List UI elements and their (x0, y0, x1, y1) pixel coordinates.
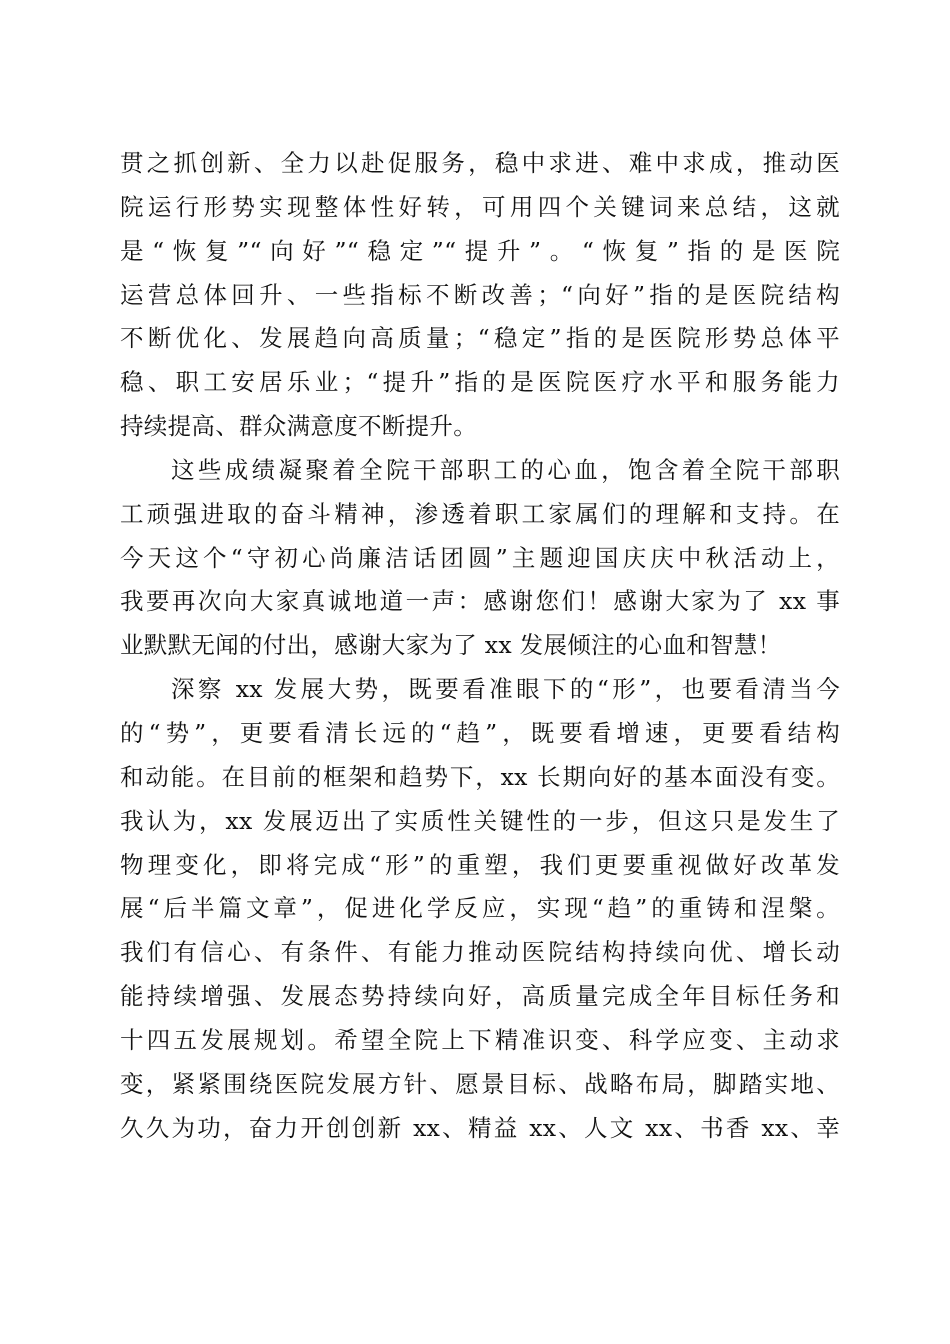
text-line: 院运行形势实现整体性好转，可用四个关键词来总结，这就 (120, 192, 840, 221)
text-line: 深察 xx 发展大势，既要看准眼下的“形”，也要看清当今 (171, 675, 840, 704)
paragraph (120, 142, 840, 449)
text-line: 的“势”，更要看清长远的“趋”，既要看增速，更要看结构 (120, 718, 840, 747)
text-line: 是“恢复”“向好”“稳定”“提升”。“恢复”指的是医院 (120, 236, 840, 265)
text-line: 物理变化，即将完成“形”的重塑，我们更要重视做好改革发 (120, 850, 840, 879)
text-line: 久久为功，奋力开创创新 xx、精益 xx、人文 xx、书香 xx、幸 (120, 1113, 840, 1142)
text-line: 能持续增强、发展态势持续向好，高质量完成全年目标任务和 (120, 982, 840, 1011)
text-line: 运营总体回升、一些指标不断改善；“向好”指的是医院结构 (120, 280, 840, 309)
text-line: 和动能。在目前的框架和趋势下，xx 长期向好的基本面没有变。 (120, 762, 840, 791)
text-line: 稳、职工安居乐业；“提升”指的是医院医疗水平和服务能力 (120, 368, 840, 397)
text-line: 不断优化、发展趋向高质量；“稳定”指的是医院形势总体平 (120, 324, 840, 353)
text-line: 我要再次向大家真诚地道一声：感谢您们！感谢大家为了 xx 事 (120, 587, 840, 616)
text-line: 展“后半篇文章”，促进化学反应，实现“趋”的重铸和涅槃。 (120, 894, 840, 923)
text-line: 业默默无闻的付出，感谢大家为了 xx 发展倾注的心血和智慧！ (120, 631, 782, 660)
paragraph (120, 449, 840, 668)
text-line: 我们有信心、有条件、有能力推动医院结构持续向优、增长动 (120, 938, 840, 967)
text-line: 这些成绩凝聚着全院干部职工的心血，饱含着全院干部职 (171, 455, 840, 484)
text-line: 持续提高、群众满意度不断提升。 (120, 412, 477, 441)
body-text (120, 142, 840, 1150)
text-line: 今天这个“守初心尚廉洁话团圆”主题迎国庆庆中秋活动上， (120, 543, 840, 572)
text-line: 贯之抓创新、全力以赴促服务，稳中求进、难中求成，推动医 (120, 149, 840, 177)
text-line: 十四五发展规划。希望全院上下精准识变、科学应变、主动求 (120, 1025, 840, 1054)
text-line: 变，紧紧围绕医院发展方针、愿景目标、战略布局，脚踏实地、 (120, 1069, 840, 1098)
text-line: 我认为，xx 发展迈出了实质性关键性的一步，但这只是发生了 (120, 806, 840, 835)
text-line: 工顽强进取的奋斗精神，渗透着职工家属们的理解和支持。在 (120, 499, 840, 528)
paragraph (120, 668, 840, 1150)
